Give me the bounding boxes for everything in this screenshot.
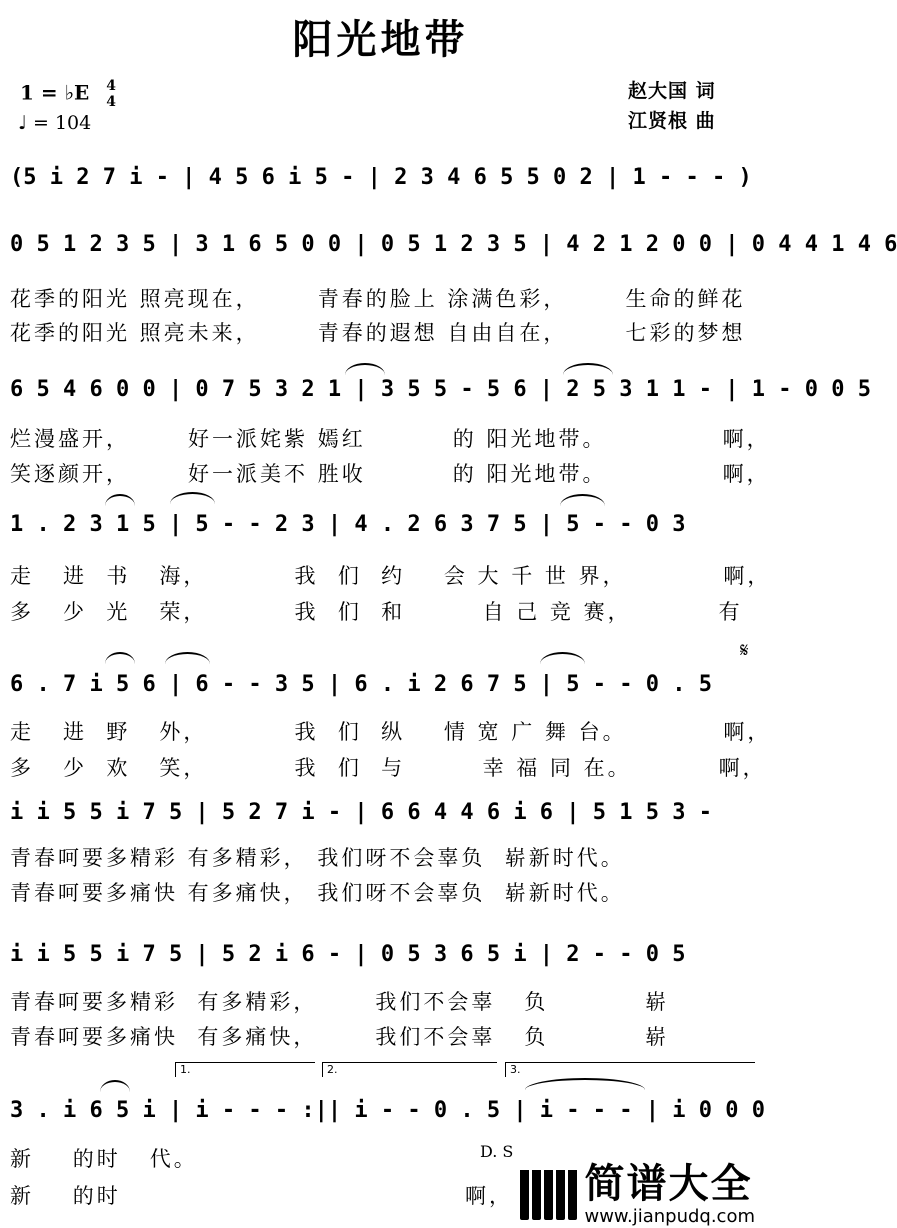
notation-row-7: i i 5 5 i 7 5 | 5 2 i 6 - | 0 5 3 6 5 i | 2 - - 0 5 bbox=[10, 942, 686, 967]
lyric-row-4b: 多 少 光 荣， 我 们 和 自 己 竞 赛， 有 bbox=[10, 600, 743, 624]
slur bbox=[105, 494, 135, 506]
lyric-row-3a: 烂漫盛开， 好一派姹紫 嫣红 的 阳光地带。 啊， bbox=[10, 427, 771, 451]
composer-credit: 江贤根 曲 bbox=[628, 110, 716, 132]
lyric-row-4a: 走 进 书 海， 我 们 约 会 大 千 世 界， 啊， bbox=[10, 564, 772, 588]
lyric-row-2a: 花季的阳光 照亮现在， 青春的脸上 涂满色彩， 生命的鲜花 bbox=[10, 287, 746, 311]
slur bbox=[540, 652, 585, 664]
segno-icon: 𝄋 bbox=[740, 638, 749, 662]
lyric-row-3b: 笑逐颜开， 好一派美不 胜收 的 阳光地带。 啊， bbox=[10, 462, 771, 486]
tempo-marking: ♩ = 104 bbox=[18, 112, 92, 134]
ending-lyric: 啊， bbox=[465, 1184, 513, 1208]
lyric-row-6a: 青春呵要多精彩 有多精彩， 我们呀不会辜负 崭新时代。 bbox=[10, 846, 625, 870]
lyric-row-7b: 青春呵要多痛快 有多痛快， 我们不会辜 负 崭 bbox=[10, 1025, 670, 1049]
lyric-row-8b: 新 的时 bbox=[10, 1184, 121, 1208]
lyric-row-7a: 青春呵要多精彩 有多精彩， 我们不会辜 负 崭 bbox=[10, 990, 670, 1014]
lyric-row-6b: 青春呵要多痛快 有多痛快， 我们呀不会辜负 崭新时代。 bbox=[10, 881, 625, 905]
dal-segno-marking: D. S bbox=[480, 1142, 514, 1161]
notation-row-8: 3 . i 6 5 i | i - - - :|| i - - 0 . 5 | i - - - | i 0 0 0 bbox=[10, 1098, 765, 1123]
piano-keys-icon bbox=[520, 1170, 578, 1220]
volta-1: 1. bbox=[175, 1062, 315, 1077]
notation-row-5: 6 . 7 i 5 6 | 6 - - 3 5 | 6 . i 2 6 7 5 | 5 - - 0 . 5 bbox=[10, 672, 712, 697]
lyric-row-2b: 花季的阳光 照亮未来， 青春的遐想 自由自在， 七彩的梦想 bbox=[10, 321, 746, 345]
song-title: 阳光地带 bbox=[292, 17, 469, 63]
slur bbox=[105, 652, 135, 664]
notation-row-3: 6 5 4 6 0 0 | 0 7 5 3 2 1 | 3 5 5 - 5 6 | 2 5 3 1 1 - | 1 - 0 0 5 bbox=[10, 377, 871, 402]
slur bbox=[345, 363, 385, 375]
time-signature: 4 4 bbox=[106, 78, 116, 110]
slur bbox=[525, 1078, 645, 1090]
lyric-row-5a: 走 进 野 外， 我 们 纵 情 宽 广 舞 台。 啊， bbox=[10, 720, 772, 744]
lyric-row-5b: 多 少 欢 笑， 我 们 与 幸 福 同 在。 啊， bbox=[10, 756, 767, 780]
slur bbox=[170, 492, 215, 504]
key-signature: 1 = ♭E 4 4 bbox=[20, 78, 116, 110]
notation-row-1: (5 i 2 7 i - | 4 5 6 i 5 - | 2 3 4 6 5 5 0 2 | 1 - - - ) bbox=[10, 165, 752, 190]
slur bbox=[100, 1080, 130, 1092]
notation-row-6: i i 5 5 i 7 5 | 5 2 7 i - | 6 6 4 4 6 i 6 | 5 1 5 3 - bbox=[10, 800, 712, 825]
slur bbox=[563, 363, 613, 375]
watermark-title: 简谱大全 bbox=[584, 1161, 753, 1207]
notation-row-2: 0 5 1 2 3 5 | 3 1 6 5 0 0 | 0 5 1 2 3 5 | 4 2 1 2 0 0 | 0 4 4 1 4 6 bbox=[10, 232, 897, 257]
notation-row-4: 1 . 2 3 1 5 | 5 - - 2 3 | 4 . 2 6 3 7 5 | 5 - - 0 3 bbox=[10, 512, 686, 537]
slur bbox=[560, 494, 605, 506]
slur bbox=[165, 652, 210, 664]
lyricist-credit: 赵大国 词 bbox=[628, 80, 716, 102]
volta-3: 3. bbox=[505, 1062, 755, 1077]
watermark bbox=[520, 1162, 755, 1227]
lyric-row-8a: 新 的时 代。 bbox=[10, 1147, 198, 1171]
volta-2: 2. bbox=[322, 1062, 497, 1077]
watermark-url: www.jianpudq.com bbox=[584, 1206, 755, 1227]
